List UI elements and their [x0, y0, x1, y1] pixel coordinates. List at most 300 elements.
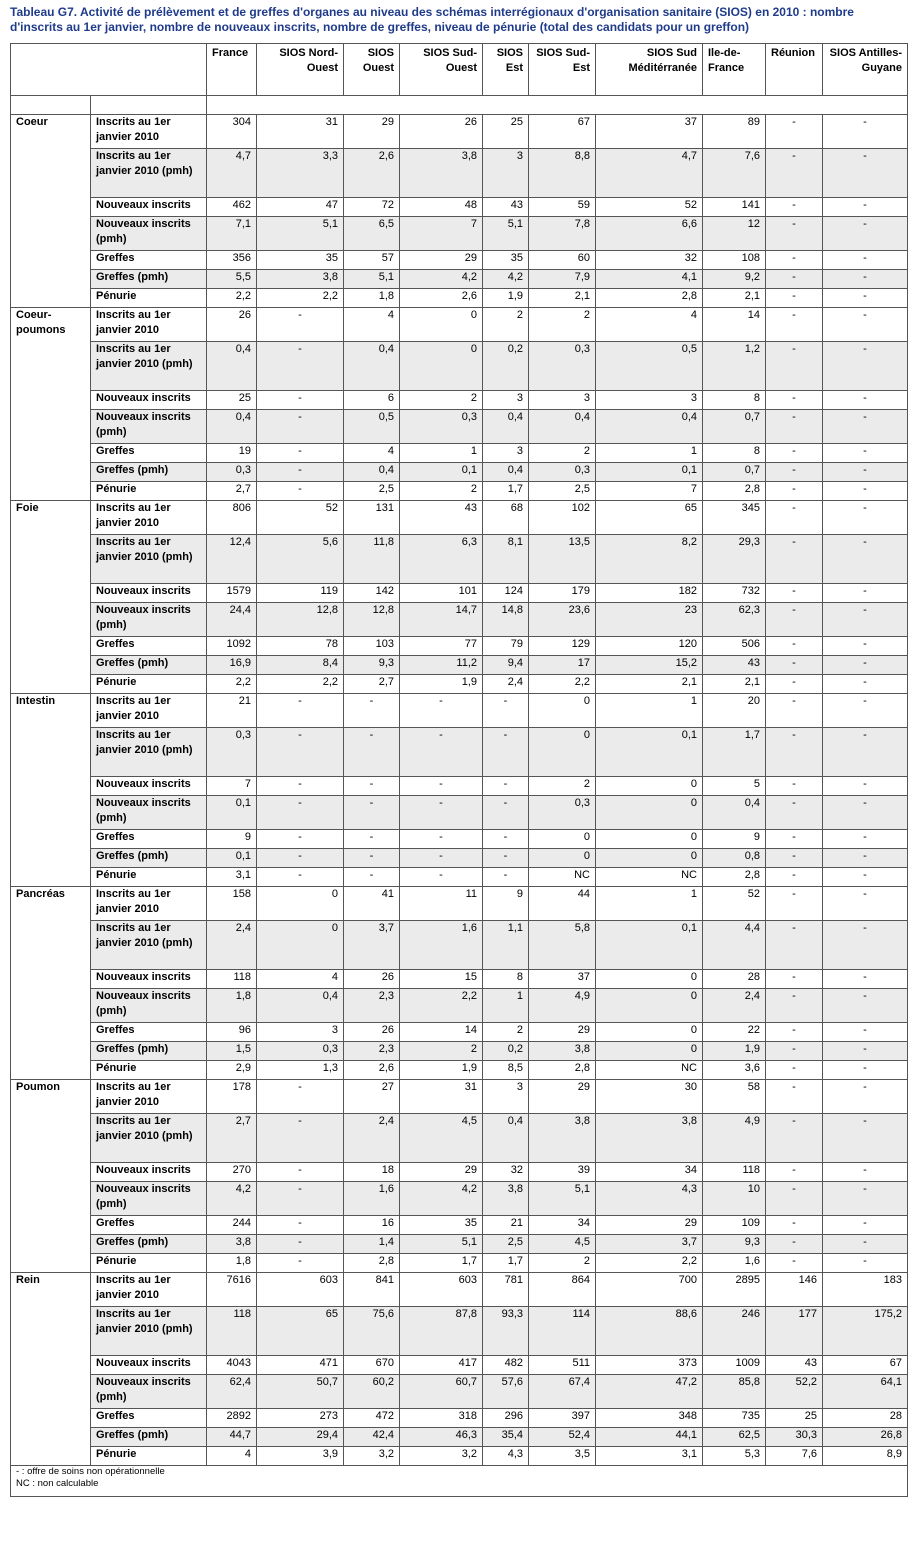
table-cell: 8 [703, 391, 766, 410]
table-cell: 2 [529, 777, 596, 796]
table-cell: 482 [483, 1356, 529, 1375]
table-row [11, 830, 908, 849]
table-cell: 4043 [207, 1356, 257, 1375]
table-cell: 0,4 [596, 410, 703, 444]
table-cell: 4,5 [529, 1235, 596, 1254]
table-cell: 5,1 [400, 1235, 483, 1254]
row-label: Greffes [91, 637, 207, 656]
table-row [11, 1409, 908, 1428]
table-cell: 4,3 [596, 1182, 703, 1216]
table-cell: 9,3 [703, 1235, 766, 1254]
row-label: Greffes (pmh) [91, 270, 207, 289]
table-cell: 0 [596, 1042, 703, 1061]
table-cell: 0,2 [483, 342, 529, 391]
table-row [11, 198, 908, 217]
table-cell: 0,1 [400, 463, 483, 482]
table-cell: - [400, 777, 483, 796]
blank-row [11, 96, 908, 115]
table-cell: - [823, 1254, 908, 1273]
table-cell: 373 [596, 1356, 703, 1375]
table-cell: 47 [257, 198, 344, 217]
table-cell: 1,3 [257, 1061, 344, 1080]
table-cell: - [823, 482, 908, 501]
table-cell: 12,4 [207, 535, 257, 584]
table-cell: 30 [596, 1080, 703, 1114]
table-cell: 11,2 [400, 656, 483, 675]
table-cell: 20 [703, 694, 766, 728]
table-cell: 3,8 [483, 1182, 529, 1216]
table-cell: 17 [529, 656, 596, 675]
table-cell: 29 [400, 1163, 483, 1182]
table-row [11, 115, 908, 149]
table-cell: 3,2 [400, 1447, 483, 1466]
table-cell: 0 [596, 989, 703, 1023]
table-cell: 5,1 [257, 217, 344, 251]
table-cell: - [823, 391, 908, 410]
table-cell: 3,7 [344, 921, 400, 970]
table-cell: 8,9 [823, 1447, 908, 1466]
table-cell: 4,9 [529, 989, 596, 1023]
row-label: Inscrits au 1er janvier 2010 [91, 501, 207, 535]
table-row [11, 149, 908, 198]
table-cell: - [766, 463, 823, 482]
column-header: SIOS Ouest [344, 44, 400, 96]
table-cell: 29 [596, 1216, 703, 1235]
table-cell: 4,7 [596, 149, 703, 198]
table-cell: - [766, 1114, 823, 1163]
table-cell: - [257, 694, 344, 728]
table-cell: 1092 [207, 637, 257, 656]
row-label: Inscrits au 1er janvier 2010 (pmh) [91, 1307, 207, 1356]
table-cell: 2,8 [703, 868, 766, 887]
table-cell: 31 [400, 1080, 483, 1114]
table-cell: 735 [703, 1409, 766, 1428]
table-cell: 58 [703, 1080, 766, 1114]
table-cell: 60,7 [400, 1375, 483, 1409]
table-cell: 9 [703, 830, 766, 849]
table-row [11, 728, 908, 777]
table-cell: 0,4 [483, 410, 529, 444]
table-cell: 67 [823, 1356, 908, 1375]
table-cell: 35,4 [483, 1428, 529, 1447]
table-cell: - [766, 694, 823, 728]
table-cell: 7 [400, 217, 483, 251]
table-cell: - [766, 217, 823, 251]
table-cell: 4,9 [703, 1114, 766, 1163]
table-cell: 2,2 [596, 1254, 703, 1273]
table-row [11, 694, 908, 728]
table-cell: 47,2 [596, 1375, 703, 1409]
table-cell: 10 [703, 1182, 766, 1216]
table-cell: 44 [529, 887, 596, 921]
table-cell: 72 [344, 198, 400, 217]
table-cell: - [766, 728, 823, 777]
table-cell: 59 [529, 198, 596, 217]
row-label: Inscrits au 1er janvier 2010 [91, 887, 207, 921]
table-cell: 75,6 [344, 1307, 400, 1356]
table-cell: 0 [596, 830, 703, 849]
table-cell: - [257, 868, 344, 887]
row-label: Greffes (pmh) [91, 1042, 207, 1061]
table-cell: 296 [483, 1409, 529, 1428]
footnote-row [11, 1466, 908, 1497]
table-cell: 8,2 [596, 535, 703, 584]
table-cell: 6,6 [596, 217, 703, 251]
table-cell: 2,5 [483, 1235, 529, 1254]
table-cell: 24,4 [207, 603, 257, 637]
table-cell: 1,7 [703, 728, 766, 777]
table-cell: 0 [257, 887, 344, 921]
table-cell: 5,1 [529, 1182, 596, 1216]
table-cell: 8,1 [483, 535, 529, 584]
table-cell: 15 [400, 970, 483, 989]
table-cell: 37 [596, 115, 703, 149]
table-cell: - [766, 482, 823, 501]
table-cell: 146 [766, 1273, 823, 1307]
table-cell: - [257, 1216, 344, 1235]
table-cell: - [823, 1061, 908, 1080]
table-cell: - [823, 1235, 908, 1254]
row-label: Nouveaux inscrits [91, 1356, 207, 1375]
table-cell: - [823, 410, 908, 444]
column-header: SIOS Nord-Ouest [257, 44, 344, 96]
table-cell: - [766, 887, 823, 921]
table-row [11, 501, 908, 535]
table-cell: - [823, 1023, 908, 1042]
table-cell: 732 [703, 584, 766, 603]
table-cell: 4,2 [483, 270, 529, 289]
table-cell: 26,8 [823, 1428, 908, 1447]
table-cell: - [766, 289, 823, 308]
table-row [11, 1182, 908, 1216]
table-cell: - [257, 1235, 344, 1254]
table-cell: 2,4 [344, 1114, 400, 1163]
table-cell: 41 [344, 887, 400, 921]
row-label: Inscrits au 1er janvier 2010 [91, 115, 207, 149]
table-cell: 3,1 [207, 868, 257, 887]
table-cell: 4,5 [400, 1114, 483, 1163]
table-cell: - [766, 198, 823, 217]
table-cell: - [823, 198, 908, 217]
table-cell: 2 [483, 308, 529, 342]
table-cell: 29 [529, 1080, 596, 1114]
table-row [11, 1356, 908, 1375]
table-cell: - [257, 1080, 344, 1114]
table-cell: - [823, 444, 908, 463]
organ-label: Poumon [11, 1080, 91, 1273]
row-label: Nouveaux inscrits (pmh) [91, 1375, 207, 1409]
row-label: Pénurie [91, 289, 207, 308]
table-cell: 87,8 [400, 1307, 483, 1356]
table-cell: 0,1 [207, 796, 257, 830]
table-cell: 3 [483, 444, 529, 463]
table-cell: 52 [257, 501, 344, 535]
table-cell: - [766, 391, 823, 410]
table-cell: - [344, 694, 400, 728]
table-cell: 35 [483, 251, 529, 270]
table-cell: 397 [529, 1409, 596, 1428]
table-row [11, 1375, 908, 1409]
table-cell: 2,5 [344, 482, 400, 501]
table-cell: 3,8 [207, 1235, 257, 1254]
table-row [11, 270, 908, 289]
table-cell: 506 [703, 637, 766, 656]
table-cell: 52,4 [529, 1428, 596, 1447]
table-cell: - [766, 603, 823, 637]
table-cell: 0 [596, 849, 703, 868]
table-cell: 2,4 [703, 989, 766, 1023]
table-cell: 2,2 [207, 675, 257, 694]
table-row [11, 584, 908, 603]
header-row [11, 44, 908, 96]
table-cell: 7 [207, 777, 257, 796]
table-cell: 0 [529, 728, 596, 777]
column-header: France [207, 44, 257, 96]
table-cell: - [400, 868, 483, 887]
table-cell: 78 [257, 637, 344, 656]
table-cell: 30,3 [766, 1428, 823, 1447]
table-cell: 8 [483, 970, 529, 989]
row-label: Nouveaux inscrits (pmh) [91, 603, 207, 637]
table-cell: 471 [257, 1356, 344, 1375]
row-label: Inscrits au 1er janvier 2010 (pmh) [91, 342, 207, 391]
table-cell: 2,8 [703, 482, 766, 501]
table-cell: 4,2 [400, 270, 483, 289]
table-cell: 1,7 [400, 1254, 483, 1273]
table-cell: - [766, 308, 823, 342]
table-cell: 1 [596, 694, 703, 728]
table-cell: 5,5 [207, 270, 257, 289]
table-cell: - [766, 1235, 823, 1254]
table-cell: 0,1 [596, 921, 703, 970]
table-cell: - [483, 868, 529, 887]
row-label: Inscrits au 1er janvier 2010 (pmh) [91, 149, 207, 198]
table-cell: 4,7 [207, 149, 257, 198]
table-cell: - [823, 115, 908, 149]
table-cell: - [823, 1080, 908, 1114]
table-row [11, 1080, 908, 1114]
table-cell: 175,2 [823, 1307, 908, 1356]
table-cell: 16,9 [207, 656, 257, 675]
table-cell: 4,4 [703, 921, 766, 970]
table-cell: 348 [596, 1409, 703, 1428]
table-cell: 2 [400, 1042, 483, 1061]
table-cell: 31 [257, 115, 344, 149]
table-cell: 2,8 [529, 1061, 596, 1080]
table-cell: 25 [207, 391, 257, 410]
table-cell: 16 [344, 1216, 400, 1235]
table-cell: 12,8 [344, 603, 400, 637]
column-header: SIOS Est [483, 44, 529, 96]
table-cell: 1 [400, 444, 483, 463]
row-label: Greffes (pmh) [91, 463, 207, 482]
table-cell: 7616 [207, 1273, 257, 1307]
table-cell: - [766, 115, 823, 149]
table-cell: 1,7 [483, 482, 529, 501]
table-cell: - [823, 656, 908, 675]
row-label: Nouveaux inscrits [91, 970, 207, 989]
table-cell: 2 [529, 1254, 596, 1273]
table-cell: - [823, 989, 908, 1023]
table-cell: 0 [529, 849, 596, 868]
table-cell: - [823, 308, 908, 342]
table-row [11, 482, 908, 501]
table-cell: 0,3 [529, 342, 596, 391]
table-cell: 89 [703, 115, 766, 149]
table-cell: 2,3 [344, 989, 400, 1023]
table-cell: 9,4 [483, 656, 529, 675]
table-cell: 0 [596, 1023, 703, 1042]
row-label: Nouveaux inscrits (pmh) [91, 217, 207, 251]
table-row [11, 868, 908, 887]
column-header: SIOS Sud-Est [529, 44, 596, 96]
row-label: Inscrits au 1er janvier 2010 (pmh) [91, 1114, 207, 1163]
table-cell: 93,3 [483, 1307, 529, 1356]
table-cell: 19 [207, 444, 257, 463]
table-cell: 3,9 [257, 1447, 344, 1466]
table-cell: 124 [483, 584, 529, 603]
blank-cell [11, 96, 91, 115]
table-cell: 0 [596, 970, 703, 989]
table-cell: 158 [207, 887, 257, 921]
table-cell: 700 [596, 1273, 703, 1307]
table-cell: - [766, 1254, 823, 1273]
table-cell: 246 [703, 1307, 766, 1356]
table-cell: 44,1 [596, 1428, 703, 1447]
row-label: Inscrits au 1er janvier 2010 [91, 694, 207, 728]
table-cell: 0 [400, 308, 483, 342]
organ-label: Coeur-poumons [11, 308, 91, 501]
row-label: Nouveaux inscrits (pmh) [91, 410, 207, 444]
table-cell: 22 [703, 1023, 766, 1042]
table-cell: 2,2 [257, 289, 344, 308]
table-cell: 603 [257, 1273, 344, 1307]
table-cell: 21 [483, 1216, 529, 1235]
table-row [11, 921, 908, 970]
row-label: Nouveaux inscrits (pmh) [91, 989, 207, 1023]
table-cell: 62,4 [207, 1375, 257, 1409]
table-cell: - [766, 637, 823, 656]
table-cell: 1,1 [483, 921, 529, 970]
table-cell: 11,8 [344, 535, 400, 584]
table-cell: 841 [344, 1273, 400, 1307]
table-cell: 8,5 [483, 1061, 529, 1080]
table-cell: - [823, 289, 908, 308]
table-cell: 3,3 [257, 149, 344, 198]
table-cell: 0 [400, 342, 483, 391]
table-row [11, 410, 908, 444]
table-cell: 2,4 [483, 675, 529, 694]
table-cell: - [823, 675, 908, 694]
table-cell: 2 [529, 444, 596, 463]
row-label: Nouveaux inscrits [91, 777, 207, 796]
table-cell: - [766, 584, 823, 603]
table-row [11, 308, 908, 342]
table-cell: 2 [400, 482, 483, 501]
table-cell: 60 [529, 251, 596, 270]
table-cell: - [257, 463, 344, 482]
table-cell: 79 [483, 637, 529, 656]
table-cell: 142 [344, 584, 400, 603]
table-cell: 0,4 [207, 410, 257, 444]
table-cell: - [400, 796, 483, 830]
organ-label: Foie [11, 501, 91, 694]
table-cell: 7,9 [529, 270, 596, 289]
table-cell: - [400, 694, 483, 728]
table-cell: 4,3 [483, 1447, 529, 1466]
table-row [11, 1023, 908, 1042]
footnote: NC : non calculable [16, 1478, 99, 1489]
table-cell: 3 [596, 391, 703, 410]
table-cell: 5,8 [529, 921, 596, 970]
table-cell: 318 [400, 1409, 483, 1428]
table-cell: - [344, 830, 400, 849]
table-cell: 9,2 [703, 270, 766, 289]
table-cell: 77 [400, 637, 483, 656]
table-cell: 102 [529, 501, 596, 535]
table-cell: 3 [483, 149, 529, 198]
table-row [11, 535, 908, 584]
row-label: Greffes (pmh) [91, 1235, 207, 1254]
table-cell: 603 [400, 1273, 483, 1307]
table-cell: 7,8 [529, 217, 596, 251]
table-row [11, 1042, 908, 1061]
table-cell: - [823, 694, 908, 728]
table-cell: 8 [703, 444, 766, 463]
table-cell: 1579 [207, 584, 257, 603]
table-cell: 511 [529, 1356, 596, 1375]
table-cell: 26 [344, 1023, 400, 1042]
table-cell: 244 [207, 1216, 257, 1235]
table-cell: 23 [596, 603, 703, 637]
table-cell: 26 [344, 970, 400, 989]
table-cell: 2,1 [703, 675, 766, 694]
table-cell: 0 [529, 830, 596, 849]
table-cell: - [823, 603, 908, 637]
table-cell: 304 [207, 115, 257, 149]
table-row [11, 989, 908, 1023]
table-cell: 9 [207, 830, 257, 849]
table-cell: 1 [483, 989, 529, 1023]
table-cell: - [766, 1163, 823, 1182]
table-cell: 0,1 [596, 463, 703, 482]
table-cell: 88,6 [596, 1307, 703, 1356]
table-cell: 2 [483, 1023, 529, 1042]
table-cell: 15,2 [596, 656, 703, 675]
table-cell: 1,6 [344, 1182, 400, 1216]
table-cell: 0,4 [483, 463, 529, 482]
table-cell: 120 [596, 637, 703, 656]
table-cell: 23,6 [529, 603, 596, 637]
footnote: - : offre de soins non opérationnelle [16, 1466, 165, 1477]
table-cell: 34 [529, 1216, 596, 1235]
table-cell: 2,2 [207, 289, 257, 308]
table-cell: 5 [703, 777, 766, 796]
table-cell: 864 [529, 1273, 596, 1307]
table-cell: - [257, 728, 344, 777]
table-cell: 1,9 [703, 1042, 766, 1061]
table-cell: - [344, 849, 400, 868]
table-cell: - [766, 535, 823, 584]
table-cell: 43 [400, 501, 483, 535]
table-cell: 9 [483, 887, 529, 921]
table-cell: 6 [344, 391, 400, 410]
table-cell: 0,8 [703, 849, 766, 868]
table-row [11, 656, 908, 675]
table-cell: 781 [483, 1273, 529, 1307]
row-label: Pénurie [91, 1447, 207, 1466]
table-cell: 3,2 [344, 1447, 400, 1466]
